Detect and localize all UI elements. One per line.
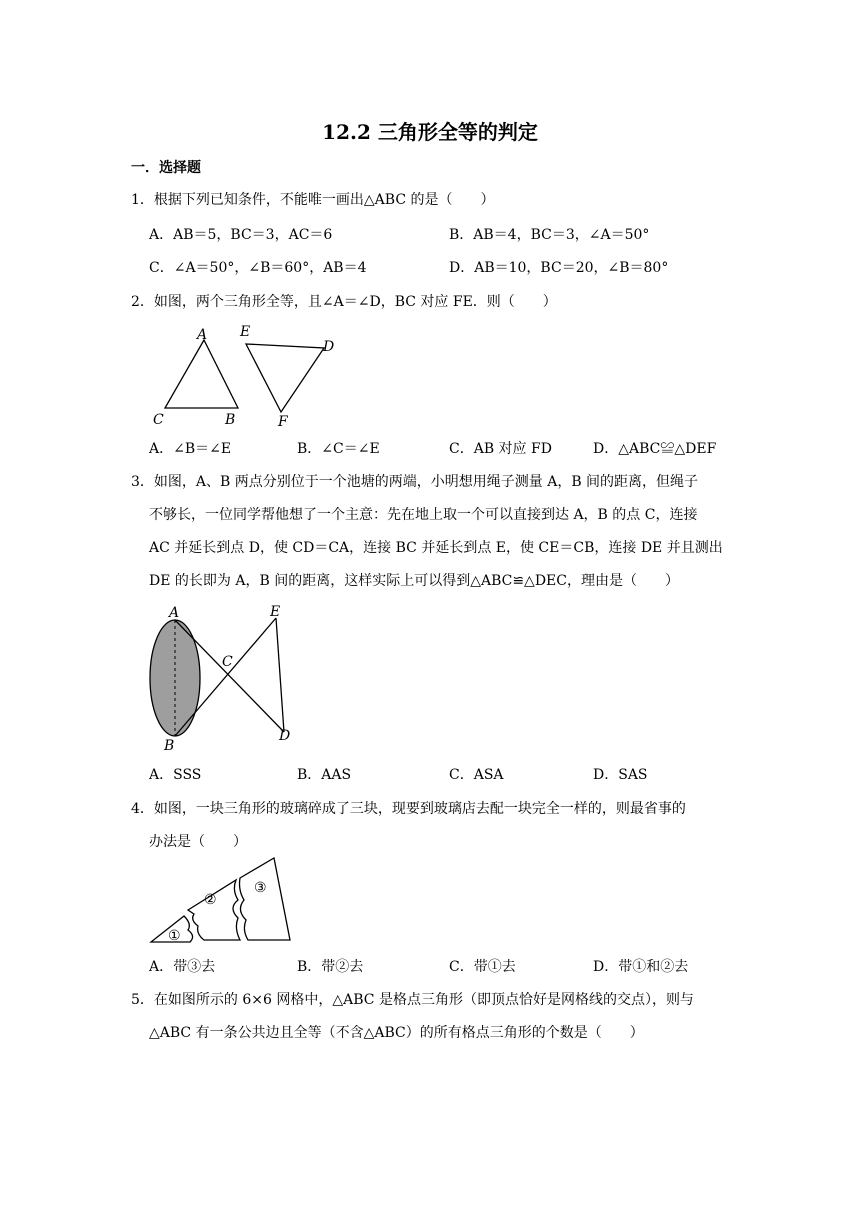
q2-triangles-figure bbox=[148, 320, 348, 430]
label-d: D bbox=[323, 339, 335, 355]
label-piece-2: ② bbox=[204, 892, 217, 908]
q3-option-b[interactable]: B．AAS bbox=[297, 767, 352, 783]
question-5-line-1: 5．在如图所示的 6×6 网格中，△ABC 是格点三角形（即顶点恰好是网格线的交点），则与 bbox=[131, 992, 694, 1008]
glass-piece-3 bbox=[240, 858, 291, 940]
question-4-line-1: 4．如图，一块三角形的玻璃碎成了三块，现要到玻璃店去配一块完全一样的，则最省事的 bbox=[131, 801, 686, 817]
triangle-abc bbox=[165, 340, 238, 408]
q3-option-a[interactable]: A．SSS bbox=[149, 767, 202, 783]
q2-option-b[interactable]: B．∠C＝∠E bbox=[297, 441, 380, 457]
q4-option-b[interactable]: B．带②去 bbox=[297, 959, 364, 975]
question-1-stem: 1．根据下列已知条件，不能唯一画出△ABC 的是（ ） bbox=[131, 192, 495, 208]
label-a: A bbox=[169, 605, 180, 621]
q3-pond-figure bbox=[148, 600, 308, 756]
q1-option-c[interactable]: C．∠A＝50°，∠B＝60°，AB＝4 bbox=[149, 260, 367, 276]
label-a: A bbox=[197, 327, 208, 343]
q1-option-d[interactable]: D．AB＝10，BC＝20，∠B＝80° bbox=[449, 260, 669, 276]
label-b: B bbox=[225, 412, 236, 428]
q4-option-d[interactable]: D．带①和②去 bbox=[593, 959, 689, 975]
q4-option-a[interactable]: A．带③去 bbox=[149, 959, 216, 975]
triangle-def bbox=[246, 344, 324, 412]
question-3-line-2: 不够长，一位同学帮他想了一个主意：先在地上取一个可以直接到达 A，B 的点 C，连接 bbox=[149, 507, 698, 523]
label-piece-3: ③ bbox=[254, 880, 267, 896]
glass-piece-2 bbox=[188, 880, 240, 940]
page-title: 12.2 三角形全等的判定 bbox=[322, 120, 538, 144]
question-3-line-4: DE 的长即为 A，B 间的距离，这样实际上可以得到△ABC≌△DEC，理由是（ ） bbox=[149, 573, 679, 589]
label-b: B bbox=[164, 738, 175, 754]
q4-broken-glass-figure bbox=[148, 856, 293, 948]
label-piece-1: ① bbox=[168, 928, 181, 944]
q1-option-a[interactable]: A．AB＝5，BC＝3，AC＝6 bbox=[149, 227, 333, 243]
label-c: C bbox=[222, 654, 233, 670]
question-4-line-2: 办法是（ ） bbox=[149, 834, 247, 850]
label-e: E bbox=[240, 324, 251, 340]
q2-option-d[interactable]: D．△ABC≌△DEF bbox=[593, 441, 717, 457]
label-d: D bbox=[279, 728, 291, 744]
label-c: C bbox=[153, 412, 164, 428]
q4-option-c[interactable]: C．带①去 bbox=[449, 959, 516, 975]
question-2-stem: 2．如图，两个三角形全等，且∠A＝∠D，BC 对应 FE．则（ ） bbox=[131, 294, 557, 310]
label-e: E bbox=[270, 604, 281, 620]
question-5-line-2: △ABC 有一条公共边且全等（不含△ABC）的所有格点三角形的个数是（ ） bbox=[149, 1025, 644, 1041]
label-f: F bbox=[278, 414, 288, 430]
q3-option-c[interactable]: C．ASA bbox=[449, 767, 504, 783]
section-heading: 一．选择题 bbox=[131, 160, 201, 176]
q2-option-c[interactable]: C．AB 对应 FD bbox=[449, 441, 552, 457]
q1-option-b[interactable]: B．AB＝4，BC＝3，∠A＝50° bbox=[449, 227, 650, 243]
q2-option-a[interactable]: A．∠B＝∠E bbox=[149, 441, 232, 457]
q3-option-d[interactable]: D．SAS bbox=[593, 767, 648, 783]
question-3-line-3: AC 并延长到点 D，使 CD＝CA，连接 BC 并延长到点 E，使 CE＝CB，连接 DE 并且测出 bbox=[149, 540, 723, 556]
question-3-line-1: 3．如图，A、B 两点分别位于一个池塘的两端，小明想用绳子测量 A，B 间的距离，但绳子 bbox=[131, 474, 699, 490]
